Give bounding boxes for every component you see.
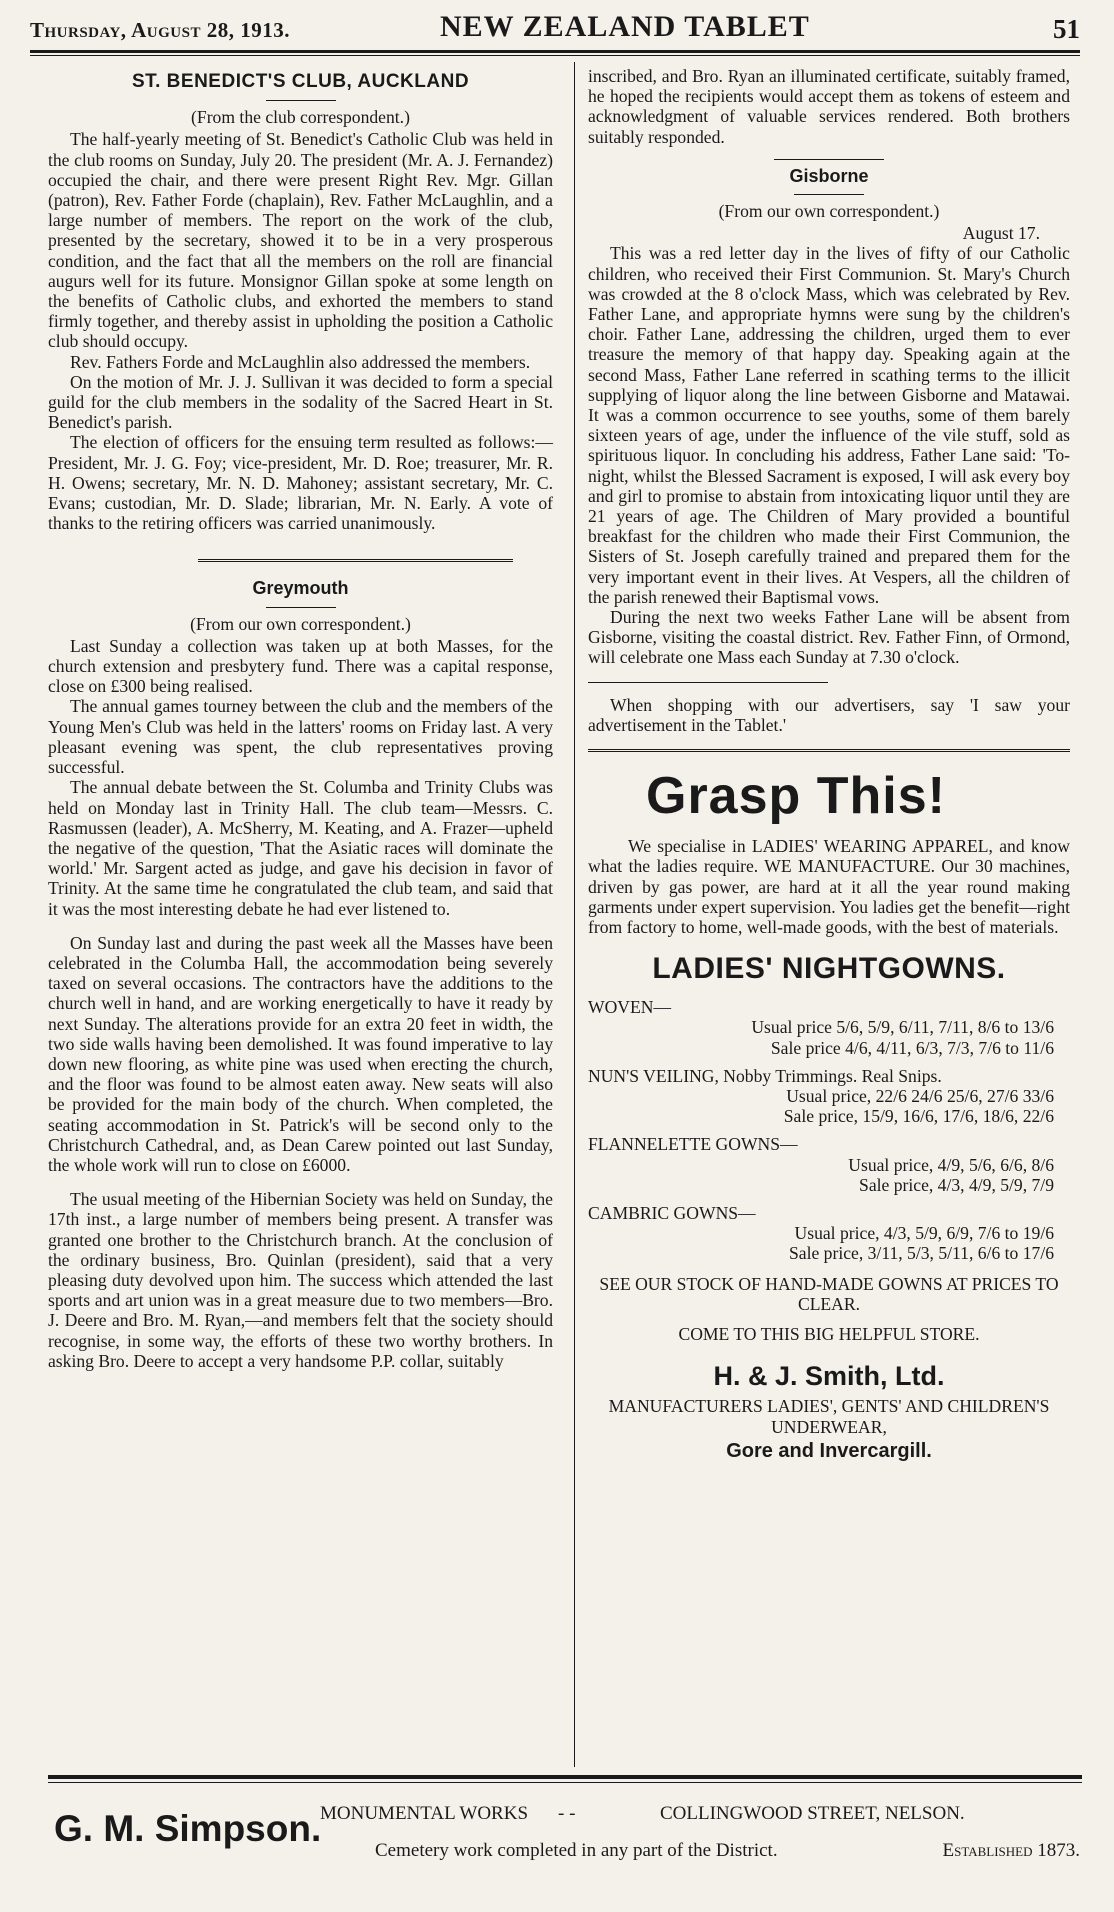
firm-places: Gore and Invercargill. [726,1439,932,1462]
page-number: 51 [1053,14,1080,44]
footer-dash: - - [558,1803,576,1824]
issue-date: Thursday, August 28, 1913. [30,18,290,42]
woven-label: WOVEN— [588,997,672,1018]
greymouth-paragraph: The usual meeting of the Hibernian Society was held on Sunday, the 17th inst., a large number of members being present. A transfer was granted one brother to the Christchurch branch. At the conclusion of the ordinary business, Bro. Quinlan (president), said that a very pleasing duty devolved upon him. The success which attended the last sports and art union was in a great measure due to two members—Bro. J. Deere and Bro. M. Ryan,—and members felt that the society should recognise, in some way, the efforts of these two worthy brothers. In asking Bro. Deere to accept a very handsome P.P. collar, suitably [48,1189,553,1371]
veiling-usual-price: Usual price, 22/6 24/6 25/6, 27/6 33/6 [786,1085,1054,1106]
advert-intro: We specialise in LADIES' WEARING APPAREL, and know what the ladies require. WE MANUFACTURE. Our 30 machines, driven by gas power, are hard at it all the year round making garments under expert supervision. You ladies get the benefit—right from factory to home, well-made goods, with the best of materials. [588,836,1070,937]
advert-title: Grasp This! [646,767,946,826]
veiling-sale-price: Sale price, 15/9, 16/6, 17/6, 18/6, 22/6 [783,1106,1054,1127]
gisborne-date: August 17. [962,223,1040,244]
flannelette-sale-price: Sale price, 4/3, 4/9, 5/9, 7/9 [859,1174,1054,1195]
club-heading: ST. BENEDICT'S CLUB, AUCKLAND [131,71,470,92]
section-rule [198,559,513,562]
gisborne-heading: Gisborne [789,165,869,186]
footer-rule-thin [48,1782,1082,1783]
advert-subheading: LADIES' NIGHTGOWNS. [652,952,1006,986]
heading-rule [266,607,336,608]
greymouth-paragraph: On Sunday last and during the past week all the Masses have been celebrated in the Columba Hall, the accommodation being severely taxed on several occasions. The contractors have the additions to the church well in hand, and are working energetically to have it ready by next Sunday. The alterations provide for an extra 20 feet in width, the two side walls having been demolished. It was found imperative to lay down new flooring, as white pine was used when erecting the church, and the floor was found to be almost eaten away. New seats will also be provided for the main body of the church. When completed, the seating accommodation in St. Patrick's will be second only to the Christchurch Cathedral, and, as Dean Carew pointed out last Sunday, the whole work will run to close on £6000. [48,932,553,1175]
club-paragraph: Rev. Fathers Forde and McLaughlin also addressed the members. [70,351,531,372]
stock-line: SEE OUR STOCK OF HAND-MADE GOWNS AT PRICES TO CLEAR. [599,1273,1059,1314]
footer-street: COLLINGWOOD STREET, NELSON. [660,1803,965,1824]
advert-rule [588,749,1070,752]
left-column [48,66,553,1371]
footer-works: MONUMENTAL WORKS [320,1803,529,1824]
flannelette-label: FLANNELETTE GOWNS— [588,1134,798,1155]
woven-usual-price: Usual price 5/6, 5/9, 6/11, 7/11, 8/6 to 13/6 [751,1017,1054,1038]
veiling-label: NUN'S VEILING, Nobby Trimmings. Real Snips. [588,1065,942,1086]
advertiser-notice: When shopping with our advertisers, say 'I saw your advertisement in the Tablet.' [588,694,1070,735]
club-paragraph: The election of officers for the ensuing term resulted as follows:—President, Mr. J. G. Foy; vice-president, Mr. D. Roe; treasurer, Mr. R. H. Owens; secretary, Mr. N. D. Mahoney; assistant secretary, Mr. C. Evans; custodian, Mr. D. Slade; librarian, Mr. N. Early. A vote of thanks to the retiring officers was carried unanimously. [48,432,553,534]
heading-rule [794,194,864,195]
firm-name: H. & J. Smith, Ltd. [713,1361,945,1392]
footer-rule [48,1775,1082,1779]
cambric-usual-price: Usual price, 4/3, 5/9, 6/9, 7/6 to 19/6 [794,1223,1054,1244]
continuation-paragraph: inscribed, and Bro. Ryan an illuminated certificate, suitably framed, he hoped the recipients would accept them as tokens of esteem and acknowledgment of valuable services rendered. Both brothers suitably responded. [588,66,1070,147]
gisborne-correspondent: (From our own correspondent.) [718,201,940,222]
greymouth-paragraph: Last Sunday a collection was taken up at both Masses, for the church extension and presbytery fund. There was a capital response, close on £300 being realised. [48,635,553,697]
section-rule [774,159,884,160]
woven-sale-price: Sale price 4/6, 4/11, 6/3, 7/3, 7/6 to 11/6 [770,1037,1054,1058]
footer-established: Established 1873. [942,1840,1080,1861]
gisborne-paragraph: During the next two weeks Father Lane will be absent from Gisborne, visiting the coastal district. Rev. Father Finn, of Ormond, will celebrate one Mass each Sunday at 7.30 o'clock. [588,607,1070,668]
masthead-rule-thin [30,55,1080,56]
cambric-sale-price: Sale price, 3/11, 5/3, 5/11, 6/6 to 17/6 [788,1243,1054,1264]
heading-rule [266,100,336,101]
manufacturers-line: MANUFACTURERS LADIES', GENTS' AND CHILDREN'S UNDERWEAR, [608,1396,1050,1437]
cambric-label: CAMBRIC GOWNS— [588,1202,756,1223]
come-line: COME TO THIS BIG HELPFUL STORE. [678,1323,980,1344]
section-rule [588,682,828,683]
masthead [30,8,1080,48]
gisborne-paragraph: This was a red letter day in the lives of fifty of our Catholic children, who received their First Communion. St. Mary's Church was crowded at the 8 o'clock Mass, which was celebrated by Rev. Father Lane, and appropriate hymns were sung by the children's choir. Father Lane, addressing the children, urged them to ever treasure the memory of that happy day. Speaking again at the second Mass, Father Lane referred in scathing terms to the illicit supplying of liquor along the line between Gisborne and Matawai. It was a common occurrence to see youths, some of them barely sixteen years of age, under the influence of the vile stuff, sold as spirituous liquor. In concluding his address, Father Lane said: 'To-night, whilst the Blessed Sacrament is exposed, I will ask every boy and girl to promise to abstain from intoxicating liquor until they are 21 years of age. The Children of Mary provided a bountiful breakfast for the children who made their First Communion, the Sisters of St. Joseph carefully trained and prepared them for the very important event in their lives. At Vespers, all the children of the parish renewed their Baptismal vows. [588,243,1070,607]
footer-advertiser-name: G. M. Simpson. [54,1808,322,1849]
greymouth-correspondent: (From our own correspondent.) [190,613,411,634]
greymouth-heading: Greymouth [252,578,349,599]
greymouth-paragraph: The annual debate between the St. Columba and Trinity Clubs was held on Monday last in Trinity Hall. The club team—Messrs. C. Rasmussen (leader), A. McSherry, M. Keating, and A. Frazer—upheld the negative of the question, 'That the Asiatic races will dominate the world.' Mr. Sargent acted as judge, and gave his decision in favor of Trinity. At the same time he congratulated the club team, and said that it was the most interesting debate he had ever listened to. [48,777,553,919]
column-divider [574,62,575,1767]
club-paragraph: The half-yearly meeting of St. Benedict's Catholic Club was held in the club rooms on Sunday, July 20. The president (Mr. A. J. Fernandez) occupied the chair, and there were present Right Rev. Mgr. Gillan (patron), Rev. Father Forde (chaplain), Rev. Father McLaughlin, and a large number of members. The report on the work of the club, presented by the secretary, showed it to be in a very prosperous condition, and the fact that all the members on the roll are financial augurs well for its future. Monsignor Gillan spoke at some length on the benefits of Catholic clubs, and exhorted the members to stand firmly together, and thereby assist in upholding the position a Catholic club should occupy. [48,129,553,352]
club-correspondent: (From the club correspondent.) [191,107,410,128]
flannelette-usual-price: Usual price, 4/9, 5/6, 6/6, 8/6 [848,1154,1054,1175]
greymouth-paragraph: The annual games tourney between the club and the members of the Young Men's Club was held in the latters' rooms on Friday last. A very pleasant evening was spent, the club representatives proving successful. [48,696,553,778]
club-paragraph: On the motion of Mr. J. J. Sullivan it was decided to form a special guild for the club members in the sodality of the Sacred Heart in St. Benedict's parish. [48,371,553,433]
right-column [588,66,1070,1461]
footer-cemetery: Cemetery work completed in any part of the District. [375,1840,778,1861]
paper-title: NEW ZEALAND TABLET [440,10,810,43]
masthead-rule [30,50,1080,53]
